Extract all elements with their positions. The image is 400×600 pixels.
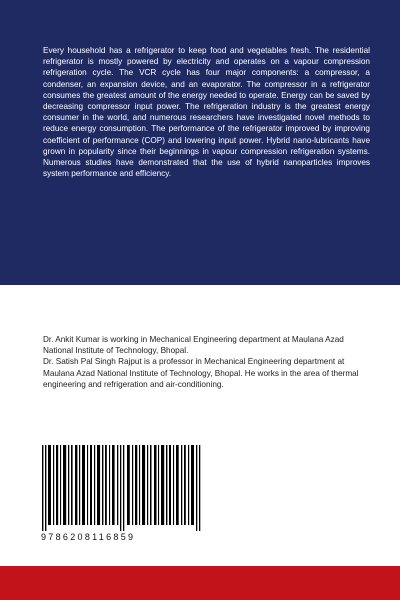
red-bottom-band xyxy=(0,566,400,600)
barcode-image xyxy=(40,445,205,533)
isbn-barcode xyxy=(40,445,205,545)
book-summary: Every household has a refrigerator to keep food and vegetables fresh. The residential refrigerator is mostly powered by electricity and operates on a vapour compression refrigeration cycle. The VCR cycle has four major components: a compressor, a condenser, an expansion device, and an evaporator. The compressor in a refrigerator consumes the greatest amount of the energy needed to operate. Energy can be saved by decreasing compressor input power. The refrigeration industry is the greatest energy consumer in the world, and numerous researchers have investigated novel methods to reduce energy consumption. The performance of the refrigerator improved by improving coefficient of performance (COP) and lowering input power. Hybrid nano-lubricants have grown in popularity since their beginnings in vapour compression refrigeration systems. Numerous studies have demonstrated that the use of hybrid nanoparticles improves system performance and efficiency. xyxy=(43,46,370,179)
author-bio-satish-rajput: Dr. Satish Pal Singh Rajput is a professor in Mechanical Engineering department at Maulana Azad National Institute of Technology, Bhopal. He works in the area of thermal engineering and refrigeration and air-conditioning. xyxy=(43,357,359,389)
author-bios xyxy=(43,334,363,390)
summary-panel xyxy=(0,0,400,285)
author-bio-ankit-kumar: Dr. Ankit Kumar is working in Mechanical Engineering department at Maulana Azad National Institute of Technology, Bhopal. xyxy=(43,335,344,356)
isbn-number: 9786208116859 xyxy=(41,532,136,542)
